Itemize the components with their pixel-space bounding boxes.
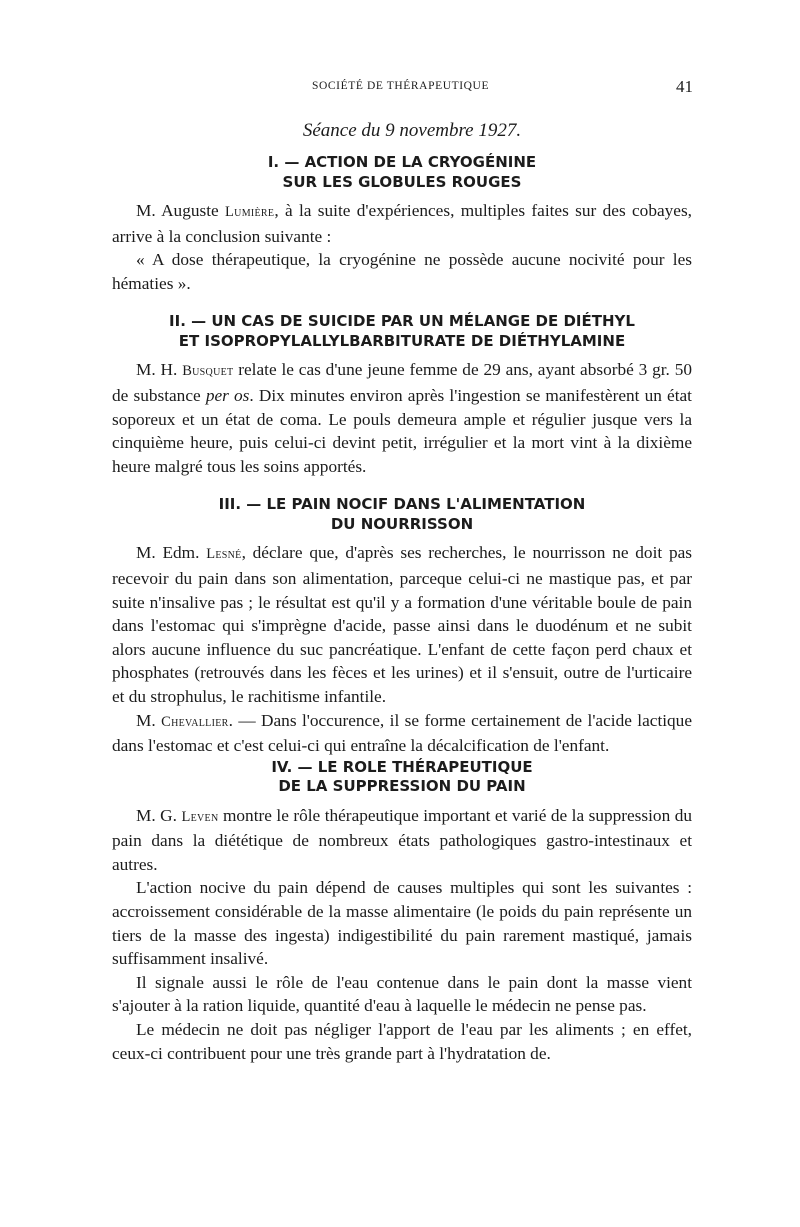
- page-number: 41: [676, 77, 693, 96]
- section-2: [112, 312, 692, 478]
- section-4: [112, 758, 692, 1066]
- speaker-name: Lesné: [206, 546, 242, 563]
- paragraph-text: , à la suite d'expériences, multiples faites sur des cobayes, arrive à la conclusion suivante :: [112, 201, 692, 246]
- heading-line: I. — ACTION DE LA CRYOGÉNINE: [267, 153, 537, 171]
- heading-line: III. — LE PAIN NOCIF DANS L'ALIMENTATION: [218, 495, 586, 514]
- speaker-name: Chevallier: [161, 713, 229, 730]
- paragraph: [112, 709, 692, 758]
- speaker-title: M. Auguste: [136, 201, 219, 220]
- section-3: [112, 495, 692, 757]
- speaker-name: Busquet: [182, 363, 234, 380]
- speaker-title: M. H.: [136, 360, 178, 380]
- paragraph-text: relate le cas d'une jeune femme de 29 ans, ayant absorbé 3 gr. 50 de substance: [112, 360, 693, 405]
- section-gap: [112, 478, 692, 495]
- speaker-title: M.: [136, 710, 156, 730]
- speaker-name: Lumière: [225, 204, 275, 220]
- paragraph-text: . — Dans l'occurence, il se forme certainement de l'acide lactique dans l'estomac et c'est celui-ci qui entraîne la décalcification de l'enfant.: [112, 710, 692, 756]
- heading-line: SUR LES GLOBULES ROUGES: [282, 172, 522, 191]
- paragraph-text: , déclare que, d'après ses recherches, le nourrisson ne doit pas recevoir du pain dans son alimentation, parceque celui-ci ne mastique pas, et par suite n'insalive pas ; le résultat est qu'il y a formation d'une véritable boule de pain dans l'estomac qui s'imprègne d'acide, passe ainsi dans le duodénum et ne subit alors aucune influence du suc pancréatique. L'enfant de cette façon perd chaux et phosphates (retrouvés dans les fèces et les urines) et il s'ensuit, outre de l'urticaire et du strophulus, le rachitisme infantile.: [112, 543, 692, 706]
- page-body: [112, 120, 692, 1065]
- section-heading: [112, 495, 692, 534]
- paragraph: [112, 541, 692, 708]
- speaker-title: M. Edm.: [136, 543, 200, 563]
- paragraph: [112, 199, 692, 248]
- paragraph: [112, 804, 692, 877]
- section-gap: [112, 295, 692, 312]
- paragraph: Le médecin ne doit pas négliger l'apport de l'eau par les aliments ; en effet, ceux-ci contribuent pour une très grande part à l'hydratation de.: [112, 1020, 692, 1063]
- paragraph: « A dose thérapeutique, la cryogénine ne possède aucune nocivité pour les hématies ».: [112, 250, 692, 293]
- heading-line: ET ISOPROPYLALLYLBARBITURATE DE DIÉTHYLAMINE: [178, 331, 626, 350]
- speaker-title: M. G.: [136, 805, 177, 825]
- section-heading: [112, 312, 692, 351]
- paragraph-text: montre le rôle thérapeutique important et varié de la suppression du pain dans la diététique de nombreux états pathologiques gastro-intestinaux et autres.: [112, 805, 692, 874]
- running-header: [0, 77, 800, 100]
- heading-line: DU NOURRISSON: [330, 514, 474, 533]
- section-heading: [112, 758, 692, 797]
- paragraph: [112, 358, 692, 478]
- heading-line: II. — UN CAS DE SUICIDE PAR UN MÉLANGE DE DIÉTHYL: [169, 312, 635, 331]
- running-title: SOCIÉTÉ DE THÉRAPEUTIQUE: [312, 80, 490, 92]
- paragraph: Il signale aussi le rôle de l'eau contenue dans le pain dont la masse vient s'ajouter à la ration liquide, quantité d'eau à laquelle le médecin ne pense pas.: [112, 972, 692, 1016]
- speaker-name: Leven: [181, 808, 219, 825]
- paragraph-text: . Dix minutes environ après l'ingestion se manifestèrent un état soporeux et un état de coma. Le pouls demeura ample et régulier jusque vers la cinquième heure, puis celui-ci devint petit, irrégulier et la mort vint à la dixième heure malgré tous les soins apportés.: [112, 385, 692, 476]
- section-heading: [112, 153, 692, 192]
- section-1: [112, 153, 692, 295]
- paragraph: L'action nocive du pain dépend de causes multiples qui sont les suivantes : accroissement considérable de la masse alimentaire (le poids du pain représente un tiers de la masse des ingesta) indigestibilité du pain rarement mastiqué, jamais suffisamment insalivé.: [112, 878, 692, 969]
- session-date-title: Séance du 9 novembre 1927.: [302, 120, 522, 141]
- heading-line: IV. — LE ROLE THÉRAPEUTIQUE: [271, 757, 533, 776]
- heading-line: DE LA SUPPRESSION DU PAIN: [278, 777, 526, 796]
- latin-phrase: per os: [205, 385, 250, 405]
